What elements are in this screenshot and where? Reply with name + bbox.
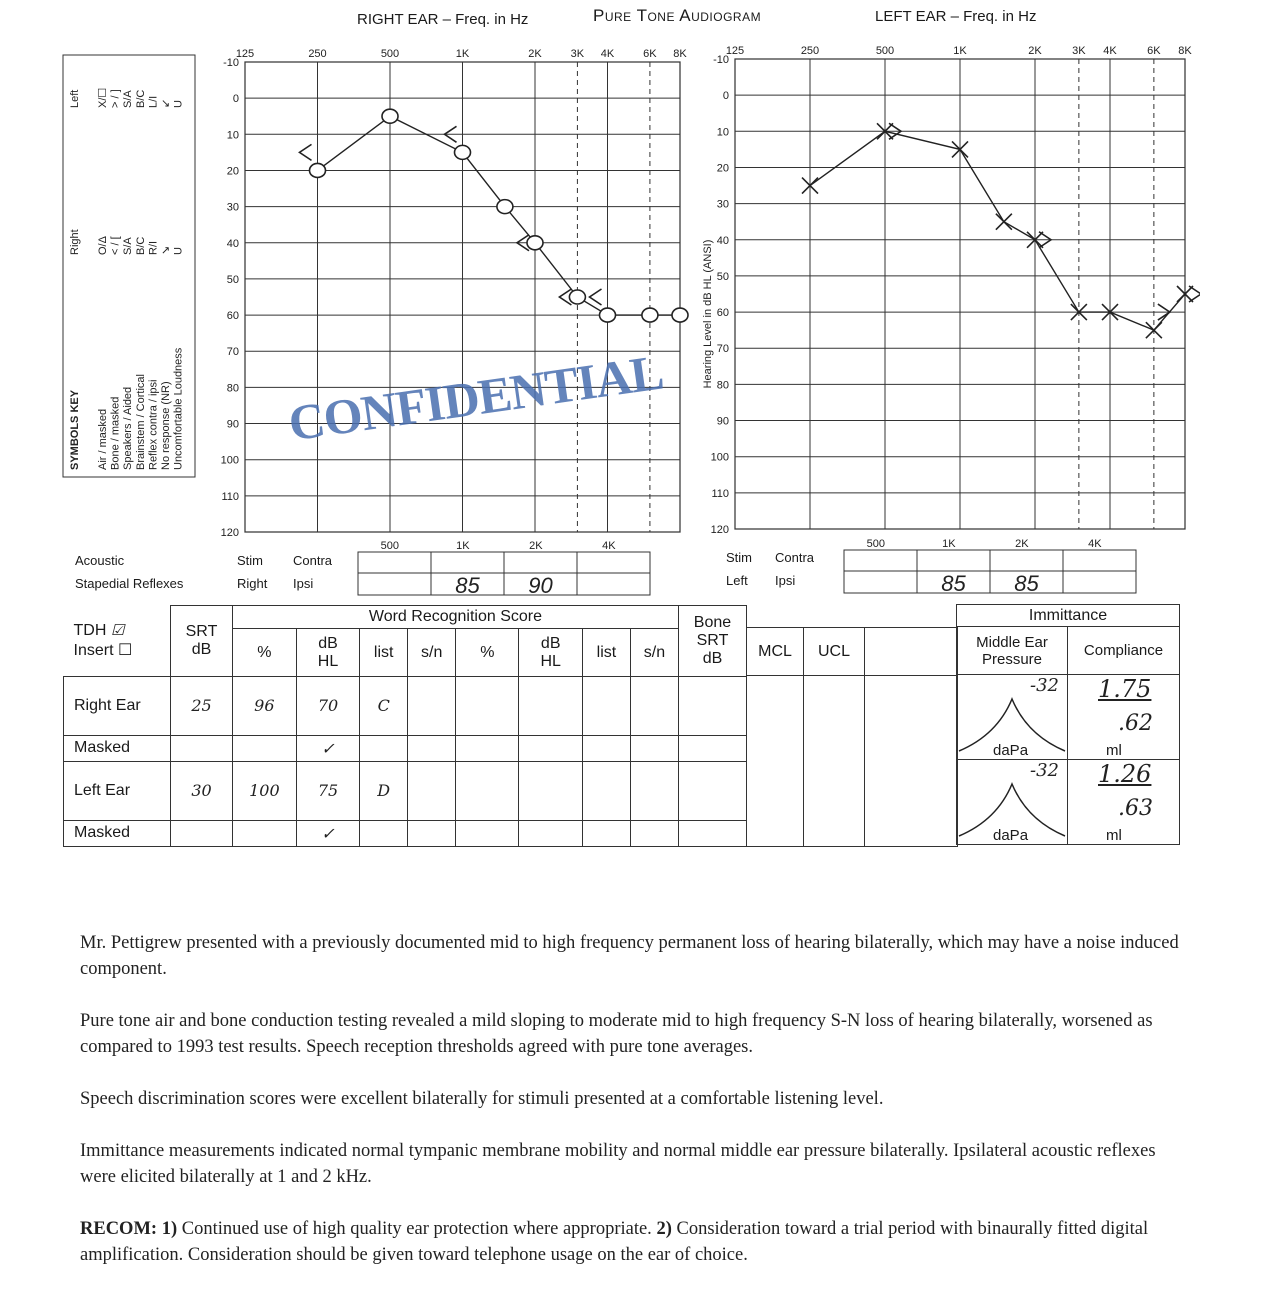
y-tick-label: 90 — [226, 418, 239, 431]
right-label: Right — [237, 576, 268, 591]
recom-2-text: Consideration toward a trial period with binaurally fitted digital amplification. Consideration should be given toward telephone usage on the ear of choice. — [80, 1219, 1149, 1265]
x-tick-label: 1K — [953, 45, 967, 57]
left-compliance-value: 1.26 — [1098, 760, 1152, 788]
symbols-key-right-symbol: B/C — [134, 236, 147, 255]
x-tick-label: 2K — [528, 48, 542, 60]
symbols-key-left-symbol: B/C — [134, 89, 147, 108]
pct-header-2: % — [456, 629, 519, 677]
symbols-key — [62, 50, 197, 480]
series-line — [810, 131, 1185, 330]
report-paragraph-2: Pure tone air and bone conduction testing revealed a mild sloping to moderate mid to high frequency S-N loss of hearing bilaterally, worsened as compared to 1993 test results. Speech reception thresholds agreed with pure tone averages. — [80, 1011, 1153, 1057]
ipsi-label-left: Ipsi — [775, 573, 796, 588]
symbols-key-left-symbol: S/A — [122, 90, 135, 108]
air-conduction-point — [600, 308, 616, 322]
report-paragraph-3: Speech discrimination scores were excellent bilaterally for stimuli presented at a comfortable listening level. — [80, 1089, 884, 1109]
right-ear-audiogram — [210, 38, 690, 543]
symbols-key-row: No response (NR) — [160, 381, 172, 470]
symbols-key-left-label: Left — [69, 89, 81, 108]
x-tick-label: 125 — [725, 45, 745, 57]
y-tick-label: 100 — [220, 454, 239, 467]
left-pressure-cell — [957, 760, 1068, 845]
left-ml-label: ml — [1106, 827, 1122, 844]
x-tick-label: 4K — [1103, 45, 1117, 57]
x-tick-label: 250 — [308, 48, 327, 60]
y-tick-label: 50 — [716, 270, 729, 283]
reflex-ipsi-value: 85 — [1014, 571, 1039, 596]
pct-header-1: % — [232, 629, 296, 677]
y-tick-label: 40 — [226, 237, 239, 250]
y-tick-label: 90 — [716, 415, 729, 428]
sn-header-1: s/n — [408, 629, 456, 677]
symbols-key-row: Brainstem / Cortical — [134, 374, 147, 470]
srt-header: SRT dB — [171, 606, 233, 677]
right-pressure-cell — [957, 675, 1068, 760]
y-tick-label: 50 — [226, 273, 239, 286]
acoustic-label: Acoustic — [75, 553, 125, 568]
speech-table — [63, 605, 747, 847]
symbols-key-right-symbol: < / [ — [109, 236, 122, 255]
symbols-key-right-symbol: R/I — [147, 240, 160, 255]
reflex-grid — [357, 538, 651, 598]
stim-label-right: Stim — [237, 553, 263, 568]
recom-1-num: 1) — [161, 1219, 178, 1239]
ucl-header: UCL — [804, 628, 865, 676]
air-conduction-point — [382, 109, 398, 123]
reflex-freq-label: 1K — [942, 538, 956, 550]
compliance-header: Compliance — [1068, 627, 1180, 675]
ipsi-label-right: Ipsi — [293, 576, 314, 591]
y-tick-label: 0 — [232, 93, 239, 106]
symbols-key-right-label: Right — [69, 229, 81, 255]
contra-label-right: Contra — [293, 553, 333, 568]
reflex-freq-label: 2K — [1015, 538, 1029, 550]
wrs-title: Word Recognition Score — [232, 606, 678, 629]
page-title: Pure Tone Audiogram — [593, 6, 762, 25]
reflex-ipsi-value: 90 — [528, 573, 553, 598]
stapedial-label: Stapedial Reflexes — [75, 576, 184, 591]
pressure-header: Middle Ear Pressure — [957, 627, 1068, 675]
y-tick-label: 110 — [711, 487, 729, 500]
report-paragraph-1: Mr. Pettigrew presented with a previously documented mid to high frequency permanent loss of hearing bilaterally, which may have a noise induced component. — [80, 933, 1179, 979]
left-compliance-cell — [1068, 760, 1180, 845]
report-text — [80, 930, 1180, 1294]
stim-label-left: Stim — [726, 550, 752, 565]
right-compliance-cell — [1068, 675, 1180, 760]
bone-conduction-point — [300, 144, 312, 160]
reflex-freq-label: 4K — [1088, 538, 1102, 550]
y-tick-label: 120 — [220, 527, 239, 539]
y-tick-label: -10 — [713, 54, 729, 66]
y-tick-label: 30 — [226, 201, 239, 214]
transducer-cell: TDH ☑ Insert ☐ — [64, 606, 171, 677]
x-tick-label: 4K — [600, 48, 615, 60]
contra-label-left: Contra — [775, 550, 815, 565]
bone-conduction-point — [590, 289, 602, 305]
insert-label: Insert — [73, 642, 114, 660]
y-tick-label: 40 — [716, 234, 729, 247]
left-ear-title: LEFT EAR – Freq. in Hz — [875, 8, 1037, 25]
symbols-key-right-symbol: S/A — [122, 237, 135, 255]
right-ml-label: ml — [1106, 742, 1122, 759]
x-tick-label: 500 — [875, 45, 895, 57]
x-tick-label: 125 — [235, 48, 255, 60]
reflex-ipsi-value: 85 — [941, 571, 966, 596]
immittance-table — [956, 604, 1180, 845]
list-header-1: list — [360, 629, 408, 677]
symbols-key-row: Speakers / Aided — [122, 386, 135, 470]
left-dapa-label: daPa — [993, 827, 1029, 844]
y-tick-label: 20 — [716, 162, 729, 175]
symbols-key-right-symbol: ↘ — [160, 245, 172, 255]
right-masked-check: ✓ — [296, 735, 359, 761]
reflex-ipsi-value: 85 — [455, 573, 480, 598]
y-tick-label: 0 — [722, 90, 729, 103]
x-tick-label: 3K — [570, 48, 585, 60]
right-masked-label: Masked — [64, 735, 171, 761]
y-tick-label: 100 — [710, 451, 729, 464]
x-tick-label: 250 — [800, 45, 820, 57]
symbols-key-left-symbol: ↙ — [160, 98, 172, 108]
right-volume-value: .62 — [1118, 711, 1153, 736]
immittance-title: Immittance — [957, 605, 1180, 627]
y-tick-label: 70 — [226, 346, 239, 359]
mcl-header: MCL — [747, 628, 804, 676]
air-conduction-point — [497, 200, 513, 214]
y-tick-label: 80 — [716, 379, 729, 392]
reflex-grid — [843, 536, 1137, 596]
symbols-key-row: Reflex contra / ipsi — [147, 379, 160, 470]
reflex-table-left — [843, 536, 1137, 601]
y-tick-label: 60 — [226, 310, 239, 323]
air-conduction-point — [455, 145, 471, 159]
x-tick-label: 3K — [1072, 45, 1086, 57]
x-tick-label: 8K — [1178, 45, 1192, 57]
y-tick-label: 30 — [716, 198, 729, 211]
symbols-key-title: SYMBOLS KEY — [69, 389, 81, 470]
right-compliance-value: 1.75 — [1098, 675, 1152, 703]
y-tick-label: 70 — [716, 343, 729, 356]
y-tick-label: 80 — [226, 382, 239, 395]
left-ear-label: Left Ear — [64, 761, 171, 820]
right-pressure-value: -32 — [1030, 675, 1059, 696]
left-pct: 100 — [232, 761, 296, 820]
confidential-stamp: CONFIDENTIAL — [285, 343, 667, 452]
dbhl-header-1: dB HL — [296, 629, 359, 677]
air-conduction-point — [642, 308, 658, 322]
left-volume-value: .63 — [1118, 796, 1153, 821]
left-dbhl: 75 — [296, 761, 359, 820]
report-paragraph-4: Immittance measurements indicated normal tympanic membrane mobility and normal middle ear pressure bilaterally. Ipsilateral acoustic reflexes were elicited bilaterally at 1 and 2 kHz. — [80, 1141, 1156, 1187]
reflex-freq-label: 500 — [866, 538, 886, 550]
right-dbhl: 70 — [296, 676, 359, 735]
left-srt: 30 — [171, 761, 233, 820]
tdh-label: TDH — [73, 622, 107, 640]
report-recommendations — [80, 1216, 1180, 1268]
air-conduction-point — [569, 290, 585, 304]
right-list: C — [360, 676, 408, 735]
reflex-freq-label: 1K — [456, 540, 470, 552]
y-tick-label: -10 — [223, 57, 239, 69]
air-conduction-point — [527, 236, 543, 250]
symbols-key-left-symbol: > / ] — [109, 89, 122, 108]
left-masked-label: Masked — [64, 820, 171, 846]
x-tick-label: 2K — [1028, 45, 1042, 57]
left-pressure-value: -32 — [1030, 760, 1059, 781]
dbhl-header-2: dB HL — [519, 629, 582, 677]
recom-label: RECOM: — [80, 1219, 158, 1239]
symbols-key-row: Air / masked — [97, 408, 109, 470]
x-tick-label: 6K — [1147, 45, 1161, 57]
recom-2-num: 2) — [656, 1219, 672, 1239]
bone-srt-header: Bone SRT dB — [678, 606, 746, 677]
y-tick-label: 60 — [716, 307, 729, 320]
symbols-key-row: Uncomfortable Loudness — [172, 347, 185, 470]
left-list: D — [360, 761, 408, 820]
right-ear-title: RIGHT EAR – Freq. in Hz — [357, 11, 529, 28]
reflex-table-right — [357, 538, 651, 603]
left-masked-check: ✓ — [296, 820, 359, 846]
reflex-freq-label: 4K — [602, 540, 616, 552]
left-ear-audiogram — [690, 36, 1200, 541]
x-tick-label: 1K — [455, 48, 470, 60]
list-header-2: list — [582, 629, 630, 677]
y-tick-label: 110 — [221, 490, 239, 503]
x-tick-label: 8K — [673, 48, 687, 60]
y-tick-label: 10 — [226, 129, 239, 142]
symbols-key-row: Bone / masked — [109, 396, 122, 470]
left-label: Left — [726, 573, 748, 588]
mcl-ucl-table — [746, 627, 958, 847]
y-tick-label: 20 — [226, 165, 239, 178]
recom-1-text: Continued use of high quality ear protection where appropriate. — [177, 1219, 657, 1239]
y-tick-label: 120 — [710, 524, 729, 536]
y-axis-label: Hearing Level in dB HL (ANSI) — [702, 239, 714, 389]
right-ear-label: Right Ear — [64, 676, 171, 735]
y-tick-label: 10 — [716, 126, 729, 139]
symbols-key-left-symbol: U — [172, 100, 185, 108]
x-tick-label: 6K — [643, 48, 657, 60]
symbols-key-right-symbol: O/Δ — [97, 236, 109, 255]
right-dapa-label: daPa — [993, 742, 1029, 759]
x-tick-label: 500 — [380, 48, 400, 60]
symbols-key-left-symbol: L/I — [147, 95, 160, 108]
reflex-freq-label: 500 — [380, 540, 400, 552]
reflex-freq-label: 2K — [529, 540, 543, 552]
air-conduction-point — [310, 163, 326, 177]
series-line — [318, 116, 681, 315]
right-pct: 96 — [232, 676, 296, 735]
sn-header-2: s/n — [630, 629, 678, 677]
air-conduction-point — [996, 214, 1012, 230]
symbols-key-right-symbol: U — [172, 247, 185, 255]
symbols-key-left-symbol: X/☐ — [97, 87, 109, 108]
right-srt: 25 — [171, 676, 233, 735]
air-conduction-point — [672, 308, 688, 322]
